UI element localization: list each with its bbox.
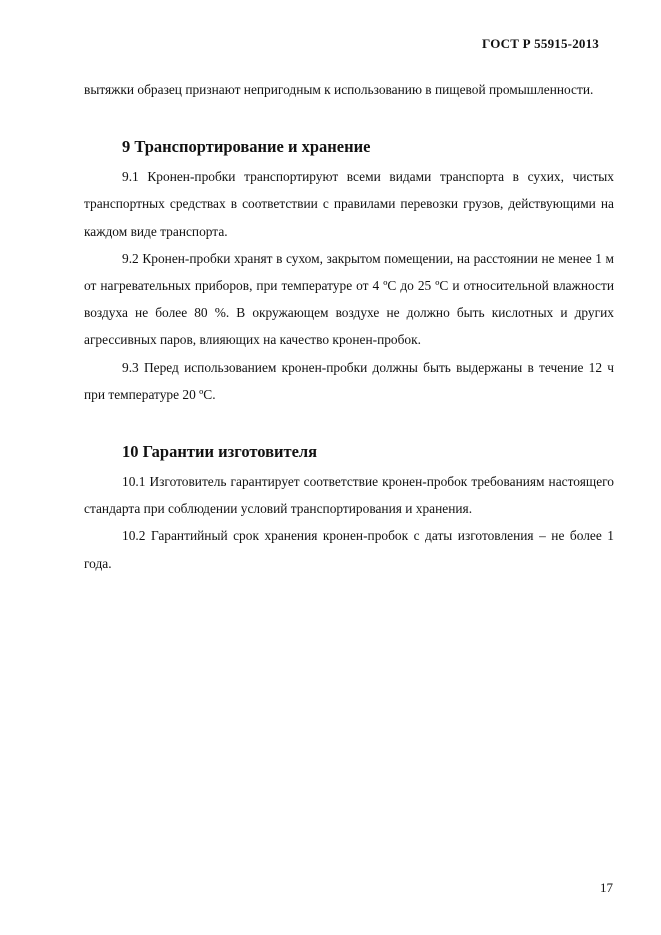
- paragraph-9-2: 9.2 Кронен-пробки хранят в сухом, закрытом помещении, на расстоянии не менее 1 м от нагревательных приборов, при температуре от 4 ºС до 25 ºС и относительной влажности воздуха не более 80 %. В окружающем воздухе не должно быть кислотных и других агрессивных паров, влияющих на качество кронен-пробок.: [84, 250, 614, 348]
- document-body: [84, 76, 614, 577]
- document-code: ГОСТ Р 55915-2013: [482, 36, 599, 51]
- paragraph-10-2: 10.2 Гарантийный срок хранения кронен-пробок с даты изготовления – не более 1 года.: [84, 528, 614, 571]
- paragraph-9-1: 9.1 Кронен-пробки транспортируют всеми видами транспорта в сухих, чистых транспортных средствах в соответствии с правилами перевозки грузов, действующими на каждом виде транспорта.: [84, 169, 614, 239]
- section-10-title: 10 Гарантии изготовителя: [122, 442, 318, 462]
- intro-paragraph: вытяжки образец признают непригодным к использованию в пищевой промышленности.: [84, 82, 594, 97]
- page-number: 17: [600, 880, 613, 895]
- paragraph-10-1: 10.1 Изготовитель гарантирует соответствие кронен-пробок требованиям настоящего стандарта при соблюдении условий транспортирования и хранения.: [84, 474, 614, 517]
- section-9-title: 9 Транспортирование и хранение: [122, 137, 371, 157]
- paragraph-9-3: 9.3 Перед использованием кронен-пробки должны быть выдержаны в течение 12 ч при температуре 20 ºС.: [84, 359, 614, 402]
